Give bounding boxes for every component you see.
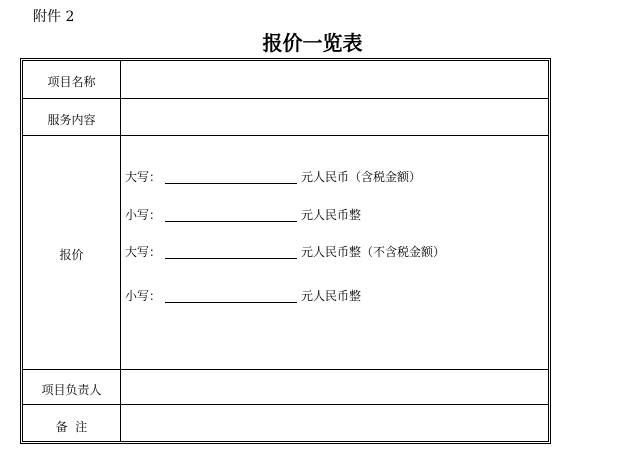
quote-line-upper-excl-tax — [125, 245, 445, 259]
quote-line-key: 大写： — [125, 170, 162, 184]
remarks-field[interactable] — [121, 405, 548, 441]
quote-line-suffix: 元人民币（含税金额） — [301, 170, 422, 184]
amount-blank[interactable] — [165, 208, 297, 222]
amount-blank[interactable] — [165, 289, 297, 303]
quote-line-upper-incl-tax — [125, 170, 421, 184]
service-content-label: 服务内容 — [47, 113, 96, 127]
project-lead-label: 项目负责人 — [41, 383, 102, 397]
quote-line-suffix: 元人民币整 — [301, 289, 362, 303]
quote-line-key: 大写： — [125, 245, 162, 259]
project-name-field[interactable] — [121, 61, 548, 98]
quote-line-suffix: 元人民币整（不含税金额） — [301, 245, 446, 259]
amount-blank[interactable] — [165, 245, 297, 259]
quote-line-key: 小写： — [125, 289, 162, 303]
project-lead-field[interactable] — [121, 370, 548, 404]
quote-line-key: 小写： — [125, 208, 162, 222]
remarks-label: 备 注 — [55, 420, 88, 434]
project-name-label: 项目名称 — [47, 75, 96, 89]
amount-blank[interactable] — [165, 170, 297, 184]
service-content-field[interactable] — [121, 99, 548, 135]
row-divider — [23, 135, 548, 136]
quote-line-lower-incl-tax — [125, 208, 361, 222]
quote-label: 报价 — [59, 248, 84, 262]
quote-line-suffix: 元人民币整 — [301, 208, 362, 222]
quote-line-lower-excl-tax — [125, 289, 361, 303]
page-title: 报价一览表 — [262, 31, 363, 55]
quote-table — [20, 58, 551, 444]
annex-label: 附件 2 — [33, 9, 75, 25]
